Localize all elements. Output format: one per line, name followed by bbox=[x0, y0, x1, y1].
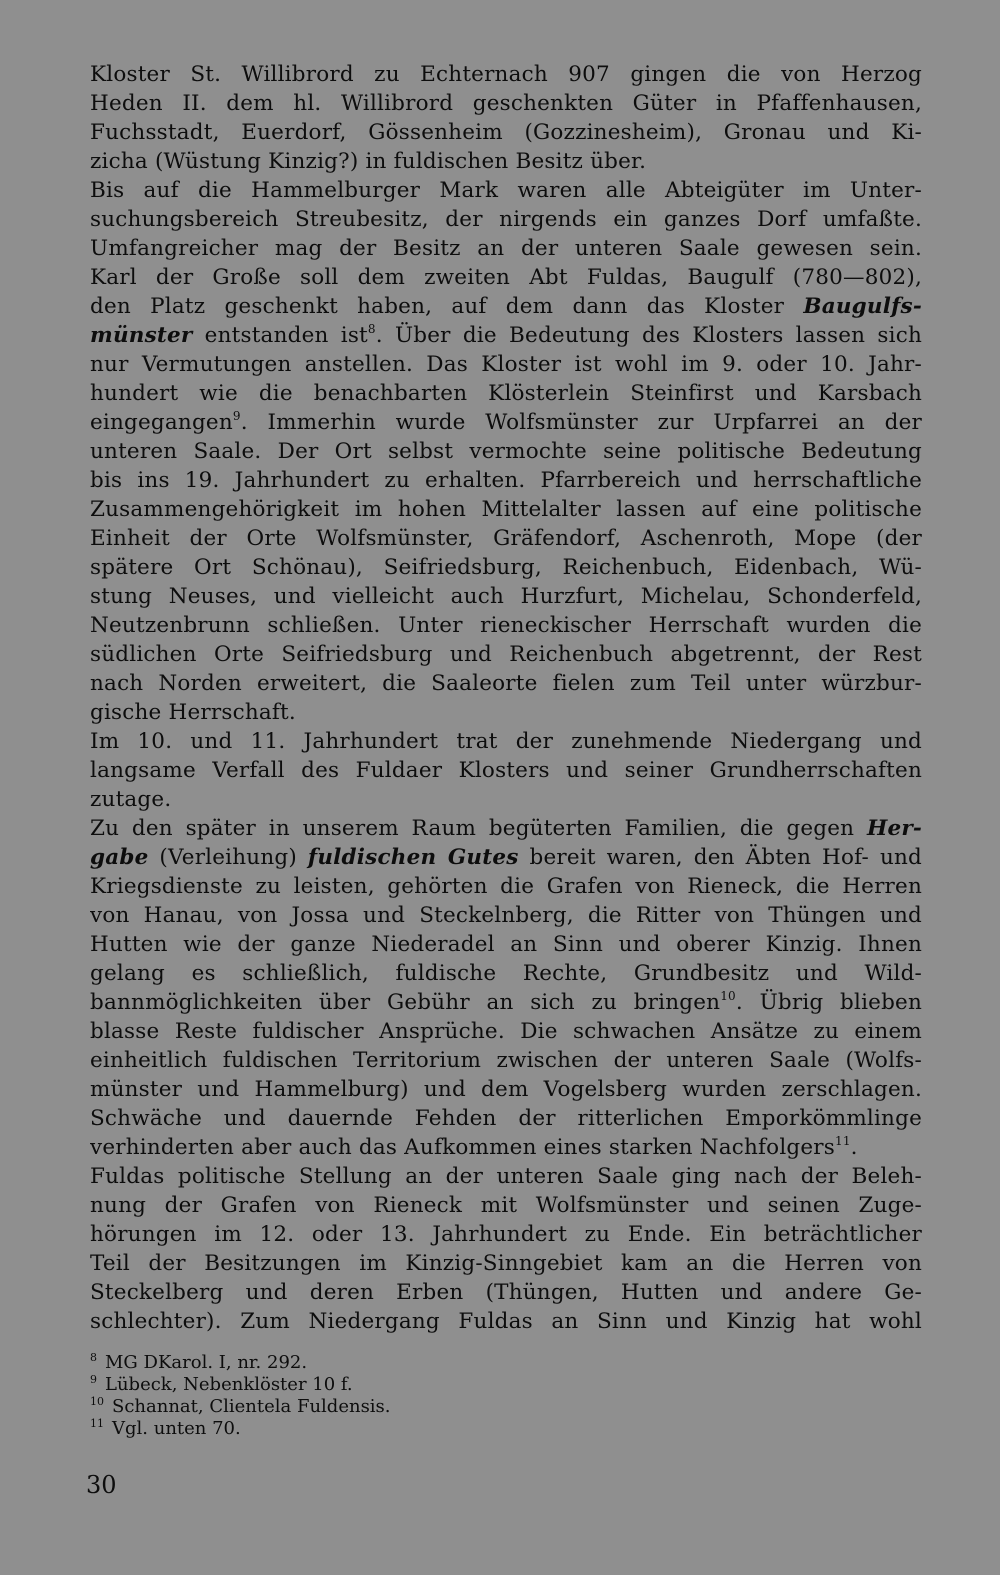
text-segment: . Über die Bedeutung des Klosters lassen sich bbox=[375, 323, 922, 348]
text-segment: verhinderten aber auch das Aufkommen eines starken Nachfolgers bbox=[90, 1135, 835, 1160]
text-segment: entstanden ist bbox=[192, 323, 368, 348]
text-line: blasse Reste fuldischer Ansprüche. Die schwachen Ansätze zu einem bbox=[90, 1019, 922, 1044]
text-line: schlechter). Zum Niedergang Fuldas an Sinn und Kinzig hat wohl bbox=[90, 1309, 922, 1334]
text-segment: (Verleihung) bbox=[148, 845, 308, 870]
text-line bbox=[90, 843, 922, 872]
text-line: einheitlich fuldischen Territorium zwischen der unteren Saale (Wolfs- bbox=[90, 1048, 922, 1073]
text-line: Schwäche und dauernde Fehden der ritterlichen Emporkömmlinge bbox=[90, 1106, 922, 1131]
text-line: langsame Verfall des Fuldaer Klosters und seiner Grundherrschaften bbox=[90, 758, 922, 783]
text-segment: . Immerhin wurde Wolfsmünster zur Urpfarrei an der bbox=[240, 410, 922, 435]
footnote-ref[interactable]: 8 bbox=[367, 322, 376, 336]
text-segment: . Übrig blieben bbox=[735, 990, 922, 1015]
text-line: Kloster St. Willibrord zu Echternach 907 gingen die von Herzog bbox=[90, 62, 922, 87]
text-line: bis ins 19. Jahrhundert zu erhalten. Pfarrbereich und herrschaftliche bbox=[90, 468, 922, 493]
text-line: zicha (Wüstung Kinzig?) in fuldischen Besitz über. bbox=[90, 149, 647, 174]
text-line: Zusammengehörigkeit im hohen Mittelalter lassen auf eine politische bbox=[90, 497, 922, 522]
footnote-item bbox=[90, 1374, 690, 1396]
text-line: zutage. bbox=[90, 787, 172, 812]
text-line: Steckelberg und deren Erben (Thüngen, Hutten und andere Ge- bbox=[90, 1280, 922, 1305]
text-line: Einheit der Orte Wolfsmünster, Gräfendorf, Aschenroth, Mope (der bbox=[90, 526, 922, 551]
footnote-item bbox=[90, 1352, 690, 1374]
text-line: spätere Ort Schönau), Seifriedsburg, Reichenbuch, Eidenbach, Wü- bbox=[90, 555, 922, 580]
italic-term: gabe bbox=[90, 845, 149, 870]
text-line: unteren Saale. Der Ort selbst vermochte seine politische Bedeutung bbox=[90, 439, 922, 464]
footnote-number: 11 bbox=[90, 1417, 104, 1430]
text-line: von Hanau, von Jossa und Steckelnberg, die Ritter von Thüngen und bbox=[90, 903, 922, 928]
footnote-text: Schannat, Clientela Fuldensis. bbox=[112, 1396, 391, 1417]
text-line bbox=[90, 988, 922, 1017]
text-line: Teil der Besitzungen im Kinzig-Sinngebiet kam an die Herren von bbox=[90, 1251, 922, 1276]
footnote-number: 8 bbox=[90, 1351, 97, 1364]
text-line bbox=[90, 1133, 922, 1162]
text-line: nur Vermutungen anstellen. Das Kloster ist wohl im 9. oder 10. Jahr- bbox=[90, 352, 922, 377]
footnotes bbox=[90, 1352, 690, 1440]
text-line bbox=[90, 814, 922, 843]
text-line: hundert wie die benachbarten Klösterlein Steinfirst und Karsbach bbox=[90, 381, 922, 406]
text-segment: bannmöglichkeiten über Gebühr an sich zu bringen bbox=[90, 990, 721, 1015]
footnote-ref[interactable]: 10 bbox=[720, 989, 736, 1003]
page-number: 30 bbox=[86, 1471, 117, 1499]
footnote-ref[interactable]: 11 bbox=[835, 1134, 851, 1148]
text-line: münster und Hammelburg) und dem Vogelsberg wurden zerschlagen. bbox=[90, 1077, 922, 1102]
text-line: gische Herrschaft. bbox=[90, 700, 296, 725]
text-segment: . bbox=[850, 1135, 858, 1160]
text-segment: den Platz geschenkt haben, auf dem dann das Kloster bbox=[90, 294, 804, 319]
text-line bbox=[90, 292, 922, 321]
footnote-item bbox=[90, 1396, 690, 1418]
italic-term: münster bbox=[90, 323, 193, 348]
text-line: Umfangreicher mag der Besitz an der unteren Saale gewesen sein. bbox=[90, 236, 922, 261]
paragraph-5 bbox=[90, 1162, 922, 1336]
text-line: nung der Grafen von Rieneck mit Wolfsmünster und seinen Zuge- bbox=[90, 1193, 922, 1218]
text-line: Heden II. dem hl. Willibrord geschenkten Güter in Pfaffenhausen, bbox=[90, 91, 922, 116]
text-line bbox=[90, 321, 922, 350]
text-line: Im 10. und 11. Jahrhundert trat der zunehmende Niedergang und bbox=[90, 729, 922, 754]
footnote-number: 10 bbox=[90, 1395, 104, 1408]
text-segment: bereit waren, den Äbten Hof- und bbox=[518, 845, 922, 870]
text-line: Hutten wie der ganze Niederadel an Sinn und oberer Kinzig. Ihnen bbox=[90, 932, 922, 957]
text-line: Neutzenbrunn schließen. Unter rieneckischer Herrschaft wurden die bbox=[90, 613, 922, 638]
italic-term: fuldischen Gutes bbox=[307, 845, 519, 870]
footnote-number: 9 bbox=[90, 1373, 97, 1386]
text-line: hörungen im 12. oder 13. Jahrhundert zu Ende. Ein beträchtlicher bbox=[90, 1222, 922, 1247]
text-segment: Zu den später in unserem Raum begüterten Familien, die gegen bbox=[90, 816, 867, 841]
text-line bbox=[90, 408, 922, 437]
text-line: Karl der Große soll dem zweiten Abt Fuldas, Baugulf (780—802), bbox=[90, 265, 922, 290]
text-line: stung Neuses, und vielleicht auch Hurzfurt, Michelau, Schonderfeld, bbox=[90, 584, 922, 609]
footnote-text: Lübeck, Nebenklöster 10 f. bbox=[105, 1374, 353, 1395]
text-line: Bis auf die Hammelburger Mark waren alle Abteigüter im Unter- bbox=[90, 178, 922, 203]
page-body bbox=[90, 60, 922, 1336]
text-line: gelang es schließlich, fuldische Rechte, Grundbesitz und Wild- bbox=[90, 961, 922, 986]
text-line: Fuldas politische Stellung an der unteren Saale ging nach der Beleh- bbox=[90, 1164, 922, 1189]
italic-term: Baugulfs- bbox=[803, 294, 922, 319]
paragraph-4 bbox=[90, 814, 922, 1162]
footnote-text: MG DKarol. I, nr. 292. bbox=[105, 1352, 308, 1373]
text-line: nach Norden erweitert, die Saaleorte fielen zum Teil unter würzbur- bbox=[90, 671, 922, 696]
text-line: südlichen Orte Seifriedsburg und Reichenbuch abgetrennt, der Rest bbox=[90, 642, 922, 667]
paragraph-1 bbox=[90, 60, 922, 176]
text-line: suchungsbereich Streubesitz, der nirgends ein ganzes Dorf umfaßte. bbox=[90, 207, 922, 232]
paragraph-2 bbox=[90, 176, 922, 727]
text-line: Kriegsdienste zu leisten, gehörten die Grafen von Rieneck, die Herren bbox=[90, 874, 922, 899]
paragraph-3 bbox=[90, 727, 922, 814]
footnote-item bbox=[90, 1418, 690, 1440]
text-line: Fuchsstadt, Euerdorf, Gössenheim (Gozzinesheim), Gronau und Ki- bbox=[90, 120, 922, 145]
footnote-ref[interactable]: 9 bbox=[232, 409, 241, 423]
italic-term: Her- bbox=[866, 816, 922, 841]
text-segment: eingegangen bbox=[90, 410, 233, 435]
footnote-text: Vgl. unten 70. bbox=[112, 1418, 241, 1439]
